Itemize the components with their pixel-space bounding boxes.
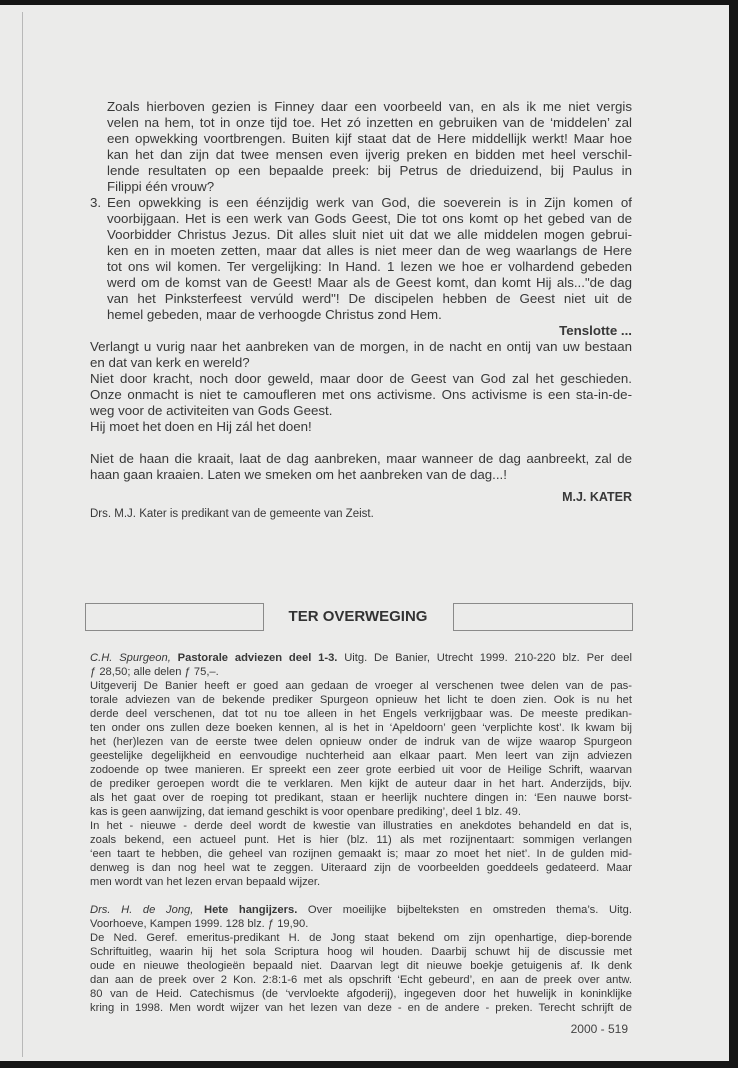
paragraph-haan xyxy=(90,451,632,483)
text-line: Niet door kracht, noch door geweld, maar door de Geest van God zal het geschieden. xyxy=(90,371,632,386)
text-line: kring in 1998. Men wordt wijzer van het lezen van deze - en de andere - preken. Terecht schrijft de xyxy=(90,1002,632,1014)
text-line: ten onder ons zullen deze boeken kennen, al is het in ‘Apeldoorn’ geen ‘verplichte kost’. Ik kwam bij xyxy=(90,722,632,734)
section-rule-box-left xyxy=(85,603,264,631)
text-line: kas is geen aanwijzing, dat iemand geschikt is voor openbare prediking’, deel 1 blz. 49. xyxy=(90,806,521,818)
text-line: als het gaat over de roeping tot predikant, staan er heerlijk nuchtere dingen in: ‘Een nauwe borst- xyxy=(90,792,632,804)
text-line: van het Pinksterfeest vervúld werd"! De discipelen hebben de Geest niet uit de xyxy=(107,291,632,306)
page-number: 2000 - 519 xyxy=(570,1022,628,1036)
text-line: derde deel verschenen, dat tot nu toe alleen in het Engels verkrijgbaar was. De meeste predikan- xyxy=(90,708,632,720)
review-header xyxy=(90,651,632,665)
article-body xyxy=(90,99,632,523)
text-line: men wordt van het lezen ervan bepaald wijzer. xyxy=(90,876,321,888)
review-spurgeon xyxy=(90,651,632,889)
text-line: Onze onmacht is niet te camoufleren met ons activisme. Ons activisme is een sta-in-de- xyxy=(90,387,632,402)
list-item-text xyxy=(107,195,632,323)
text-line: werd om de komst van de Geest! Maar als de Geest komt, dan komt Hij als..."de dag xyxy=(107,275,632,290)
text-line: zodoende op twee manieren. Er spreekt een zeer grote eerbied uit voor de Heilige Schrift, waarvan xyxy=(90,764,632,776)
review-price: ƒ 28,50; alle delen ƒ 75,–. xyxy=(90,666,219,678)
text-line: denweg is dan nog heel wat te zeggen. Uiteraard zijn de voorbeelden goeddeels gedateerd. Maar xyxy=(90,862,632,874)
review-meta: Over moeilijke bijbelteksten en omstreden thema’s. Uitg. xyxy=(297,904,632,916)
scan-border-right xyxy=(729,0,738,1068)
review-paragraph xyxy=(90,931,632,1015)
text-line: Verlangt u vurig naar het aanbreken van de morgen, in de nacht en ontij van uw bestaan xyxy=(90,339,632,354)
paragraph-finney xyxy=(90,99,632,195)
text-line: Voorbidder Christus Jezus. Dit alles sluit niet uit dat we alle middelen mogen gebrui- xyxy=(107,227,632,242)
review-title: Hete hangijzers. xyxy=(204,904,298,916)
text-line: Schriftuitleg, waarin hij het sola Scriptura hoog wil houden. Daarbij schuwt hij de discussie met xyxy=(90,946,632,958)
review-paragraph xyxy=(90,819,632,889)
list-number: 3. xyxy=(90,195,102,210)
review-price: Voorhoeve, Kampen 1999. 128 blz. ƒ 19,90. xyxy=(90,918,309,930)
review-meta: Uitg. De Banier, Utrecht 1999. 210-220 blz. Per deel xyxy=(337,652,632,664)
text-line: Een opwekking is een éénzijdig werk van God, die soeverein is in Zijn komen of xyxy=(107,195,632,210)
text-line: haan gaan kraaien. Laten we smeken om het aanbreken van de dag...! xyxy=(90,467,507,482)
text-line: Zoals hierboven gezien is Finney daar een voorbeeld van, en als ik me niet vergis xyxy=(107,99,632,114)
section-rule-box-right xyxy=(453,603,633,631)
text-line: De Ned. Geref. emeritus-predikant H. de Jong staat bekend om zijn openhartige, diep-borende xyxy=(90,932,632,944)
scan-border-top xyxy=(0,0,738,5)
text-line: voorbijgaan. Het is een werk van Gods Geest, Die tot ons komt op het gebed van de xyxy=(107,211,632,226)
review-paragraph xyxy=(90,679,632,819)
text-line: oude en nieuwe theologieën bepaald niet. Daarvan legt dit nieuwe boekje getuigenis af. Ik denk xyxy=(90,960,632,972)
text-line: lende resultaten op een bepaalde preek: bij Petrus de drieduizend, bij Paulus in xyxy=(107,163,632,178)
text-line: Filippi één vrouw? xyxy=(107,179,215,194)
text-line: Uitgeverij De Banier heeft er goed aan gedaan de vroeger al verschenen twee delen van de pas- xyxy=(90,680,632,692)
text-line: ‘een taart te hebben, die geheel van rozijnen gemaakt is; maar zo moet het niet’. In de gulden mid- xyxy=(90,848,632,860)
text-line: het (her)lezen van de eerste twee delen opnieuw onder de indruk van de wijze waarop Spurgeon xyxy=(90,736,632,748)
text-line: een opwekking voortbrengen. Buiten kijf staat dat de Here middellijk werkt! Maar hoe xyxy=(107,131,632,146)
text-line: zoals bekend, een actueel punt. Het is hier (blz. 11) als met rozijnentaart: sommigen verlangen xyxy=(90,834,632,846)
text-line: kan het dan zijn dat twee mensen even ijverig preken en bidden met heel verschil- xyxy=(107,147,632,162)
paragraph-hij-moet xyxy=(90,419,632,435)
review-author: C.H. Spurgeon, xyxy=(90,652,171,664)
blank-line xyxy=(90,889,632,903)
review-title: Pastorale adviezen deel 1-3. xyxy=(177,652,338,664)
section-heading-tenslotte: Tenslotte ... xyxy=(559,323,632,338)
text-line: velen na hem, tot in onze tijd toe. Het zó inzetten en gebruiken van de ‘middelen’ zal xyxy=(107,115,632,130)
section-title: TER OVERWEGING xyxy=(288,608,428,625)
text-line: tot ons wil komen. Ter vergelijking: In Hand. 1 lezen we hoe er volhardend gebeden xyxy=(107,259,632,274)
text-line: In het - nieuwe - derde deel wordt de kwestie van illustraties en anekdotes behandeld en dat is, xyxy=(90,820,632,832)
blank-line xyxy=(90,435,632,451)
scan-border-bottom xyxy=(0,1061,738,1068)
paragraph-kracht xyxy=(90,371,632,419)
text-line: Niet de haan die kraait, laat de dag aanbreken, maar wanneer de dag aanbreekt, zal de xyxy=(90,451,632,466)
text-line: en dat van kerk en wereld? xyxy=(90,355,250,370)
page-edge-line xyxy=(22,12,23,1057)
text-line: dan aan de preek over 2 Kon. 2:8:1-6 met als opschrift ‘Echt gebeurd’, en aan de preek over antw. xyxy=(90,974,632,986)
review-de-jong xyxy=(90,903,632,1015)
list-item-3 xyxy=(90,195,632,323)
text-line: torale adviezen van de bekende prediker Spurgeon opnieuw het licht te doen zien. Ook is nu het xyxy=(90,694,632,706)
text-line: weg voor de activiteiten van Gods Geest. xyxy=(90,403,333,418)
book-reviews xyxy=(90,651,632,1015)
review-author: Drs. H. de Jong, xyxy=(90,904,194,916)
text-line: de prediker geroepen wordt die te verklaren. Men kijkt de auteur daar in het hart. Anderzijds, bijv. xyxy=(90,778,632,790)
text-line: hemel gebeden, maar de verhoogde Christus zond Hem. xyxy=(107,307,442,322)
author-note: Drs. M.J. Kater is predikant van de gemeente van Zeist. xyxy=(90,508,374,520)
text-line: Hij moet het doen en Hij zál het doen! xyxy=(90,419,312,434)
author-signature: M.J. KATER xyxy=(562,490,632,504)
review-header xyxy=(90,903,632,917)
text-line: geestelijke degelijkheid en eenvoudige nuchterheid aan elkaar paart. Men leert van zijn adviezen xyxy=(90,750,632,762)
text-line: ken en in moeten zetten, maar dat alles is niet meer dan de weg waarlangs de Here xyxy=(107,243,632,258)
text-line: 80 van de Heid. Catechismus (de ‘vervloekte afgoderij), ingegeven door het huwelijk in koninklijke xyxy=(90,988,632,1000)
paragraph-verlangt xyxy=(90,339,632,371)
